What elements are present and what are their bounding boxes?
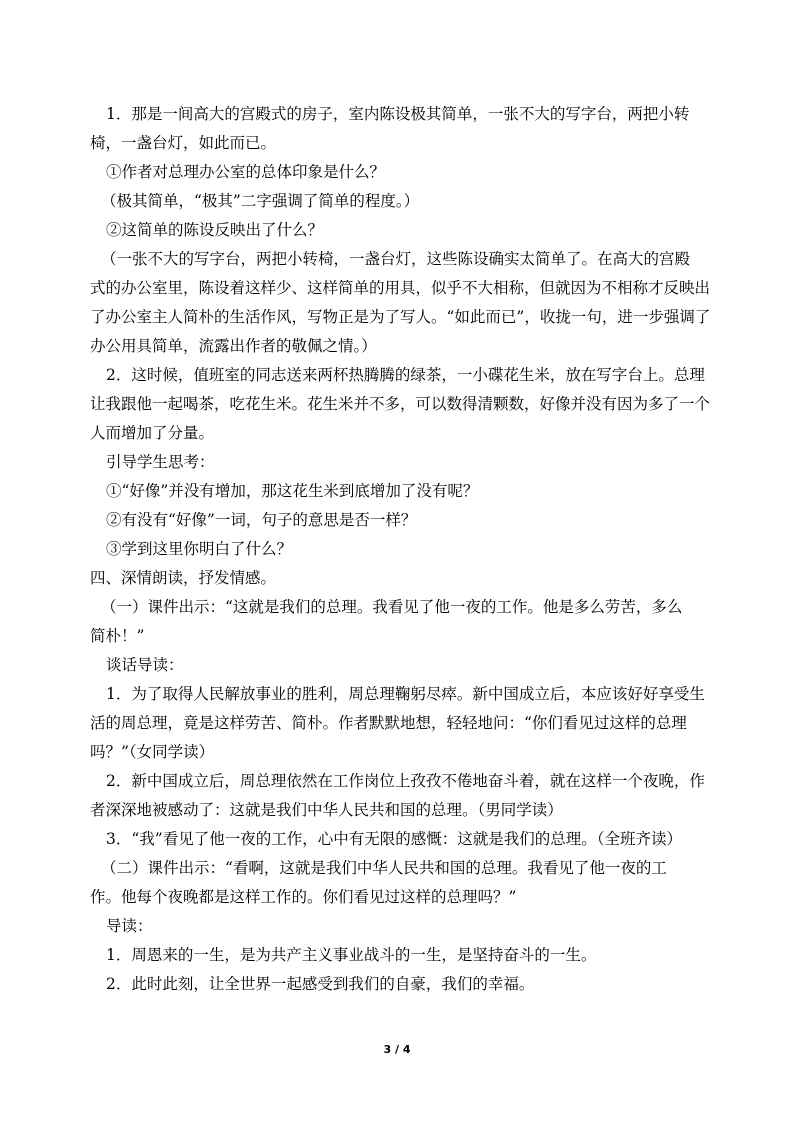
text-line: ②这简单的陈设反映出了什么？ bbox=[106, 221, 324, 239]
text-line: （一张不大的写字台，两把小转椅，一盏台灯，这些陈设确实太简单了。在高大的宫殿 bbox=[101, 250, 691, 268]
text-line: 让我跟他一起喝茶，吃花生米。花生米并不多，可以数得清颗数，好像并没有因为多了一个 bbox=[90, 395, 711, 413]
text-line: 谈话导读： bbox=[106, 656, 184, 674]
text-line: （极其简单，“极其”二字强调了简单的程度。） bbox=[101, 192, 420, 210]
text-line: 1．那是一间高大的宫殿式的房子，室内陈设极其简单，一张不大的写字台，两把小转 bbox=[106, 105, 690, 123]
text-line: 作。他每个夜晚都是这样工作的。你们看见过这样的总理吗？” bbox=[90, 888, 517, 906]
text-line: 2．新中国成立后，周总理依然在工作岗位上孜孜不倦地奋斗着，就在这样一个夜晚，作 bbox=[106, 772, 705, 790]
text-line: ①“好像”并没有增加，那这花生米到底增加了没有呢？ bbox=[106, 482, 479, 500]
text-line: ③学到这里你明白了什么？ bbox=[106, 540, 293, 558]
text-line: 椅，一盏台灯，如此而已。 bbox=[90, 134, 277, 152]
text-line: 2．这时候，值班室的同志送来两杯热腾腾的绿茶，一小碟花生米，放在写字台上。总理 bbox=[106, 366, 705, 384]
text-line: 者深深地被感动了：这就是我们中华人民共和国的总理。（男同学读） bbox=[90, 801, 563, 819]
text-line: （二）课件出示：“看啊，这就是我们中华人民共和国的总理。我看见了他一夜的工 bbox=[101, 859, 667, 877]
text-line: 办公用具简单，流露出作者的敬佩之情。） bbox=[90, 337, 377, 355]
text-line: ①作者对总理办公室的总体印象是什么？ bbox=[106, 163, 386, 181]
page-number: 3 / 4 bbox=[383, 1043, 411, 1056]
text-line: 引导学生思考： bbox=[106, 453, 215, 471]
text-line: 简朴！” bbox=[90, 627, 145, 645]
text-line: 1．周恩来的一生，是为共产主义事业战斗的一生，是坚持奋斗的一生。 bbox=[106, 946, 597, 964]
text-line: 导读： bbox=[106, 917, 153, 935]
text-line: 吗？”（女同学读） bbox=[90, 743, 215, 761]
document-body bbox=[90, 100, 720, 999]
text-line: 3．“我”看见了他一夜的工作，心中有无限的感慨：这就是我们的总理。（全班齐读） bbox=[106, 830, 682, 848]
text-line: （一）课件出示：“这就是我们的总理。我看见了他一夜的工作。他是多么劳苦，多么 bbox=[101, 598, 683, 616]
text-line: 人而增加了分量。 bbox=[90, 424, 215, 442]
text-line: 式的办公室里，陈设着这样少、这样简单的用具，似乎不大相称，但就因为不相称才反映出 bbox=[90, 279, 711, 297]
text-line: 2．此时此刻，让全世界一起感受到我们的自豪，我们的幸福。 bbox=[106, 975, 535, 993]
text-line: 了办公室主人简朴的生活作风，写物正是为了写人。“如此而已”，收拢一句，进一步强调了 bbox=[90, 308, 711, 326]
text-line: 四、深情朗读，抒发情感。 bbox=[90, 569, 277, 587]
text-line: 活的周总理，竟是这样劳苦、简朴。作者默默地想，轻轻地问：“你们看见过这样的总理 bbox=[90, 714, 687, 732]
text-line: ②有没有“好像”一词，句子的意思是否一样？ bbox=[106, 511, 417, 529]
text-line: 1．为了取得人民解放事业的胜利，周总理鞠躬尽瘁。新中国成立后，本应该好好享受生 bbox=[106, 685, 705, 703]
